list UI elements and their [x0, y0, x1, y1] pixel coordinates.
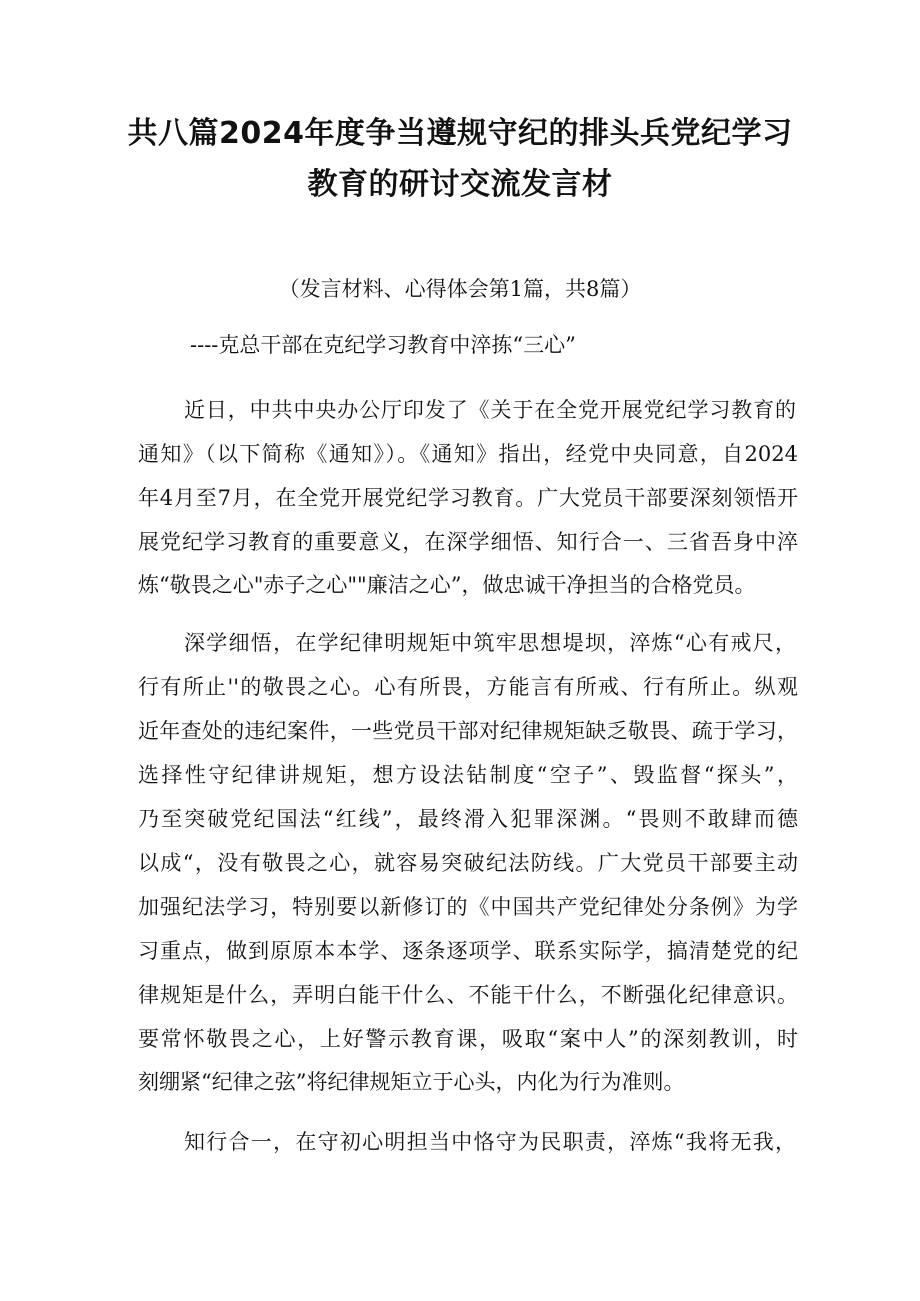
paragraph2-line: 选择性守纪律讲规矩，想方设法钻制度“空子”、毁监督“探头”， [138, 763, 798, 787]
paragraph2-line: 乃至突破党纪国法“红线”，最终滑入犯罪深渊。“畏则不敢肆而德 [138, 807, 798, 831]
paragraph2-line: 要常怀敬畏之心，上好警示教育课，吸取“案中人”的深刻教训，时 [138, 1027, 798, 1051]
document-subtitle: （发言材料、心得体会第1篇，共8篇） [278, 277, 642, 301]
paragraph1-line: 炼“敬畏之心"赤子之心""廉洁之心”，做忠诚干净担当的合格党员。 [138, 573, 756, 597]
paragraph1-line: 展党纪学习教育的重要意义，在深学细悟、知行合一、三省吾身中淬 [138, 530, 798, 554]
paragraph2-line: 深学细悟，在学纪律明规矩中筑牢思想堤坝，淬炼“心有戒尺， [184, 631, 796, 655]
paragraph2-line: 行有所止''的敬畏之心。心有所畏，方能言有所戒、行有所止。纵观 [138, 675, 798, 699]
paragraph2-line: 加强纪法学习，特别要以新修订的《中国共产党纪律处分条例》为学 [138, 895, 798, 919]
paragraph1-line: 近日，中共中央办公厅印发了《关于在全党开展党纪学习教育的 [184, 398, 796, 422]
document-title-line2: 教育的研讨交流发言材 [307, 167, 613, 202]
paragraph2-line: 刻绷紧“纪律之弦”将纪律规矩立于心头，内化为行为准则。 [138, 1070, 685, 1094]
paragraph1-line: 年4月至7月，在全党开展党纪学习教育。广大党员干部要深刻领悟开 [138, 486, 798, 510]
paragraph3-line: 知行合一，在守初心明担当中恪守为民职责，淬炼“我将无我， [184, 1130, 796, 1154]
document-subheading: ----克总干部在克纪学习教育中淬拣“三心” [190, 333, 576, 357]
paragraph2-line: 近年查处的违纪案件，一些党员干部对纪律规矩缺乏敬畏、疏于学习， [138, 719, 798, 743]
document-title-line1: 共八篇2024年度争当遵规守纪的排头兵党纪学习 [127, 116, 793, 151]
paragraph2-line: 律规矩是什么，弄明白能干什么、不能干什么，不断强化纪律意识。 [138, 983, 798, 1007]
paragraph2-line: 以成“，没有敬畏之心，就容易突破纪法防线。广大党员干部要主动 [138, 851, 798, 875]
paragraph2-line: 习重点，做到原原本本学、逐条逐项学、联系实际学，搞清楚党的纪 [138, 939, 798, 963]
paragraph1-line: 通知》（以下简称《通知》）。《通知》指出，经党中央同意，自2024 [138, 442, 798, 466]
